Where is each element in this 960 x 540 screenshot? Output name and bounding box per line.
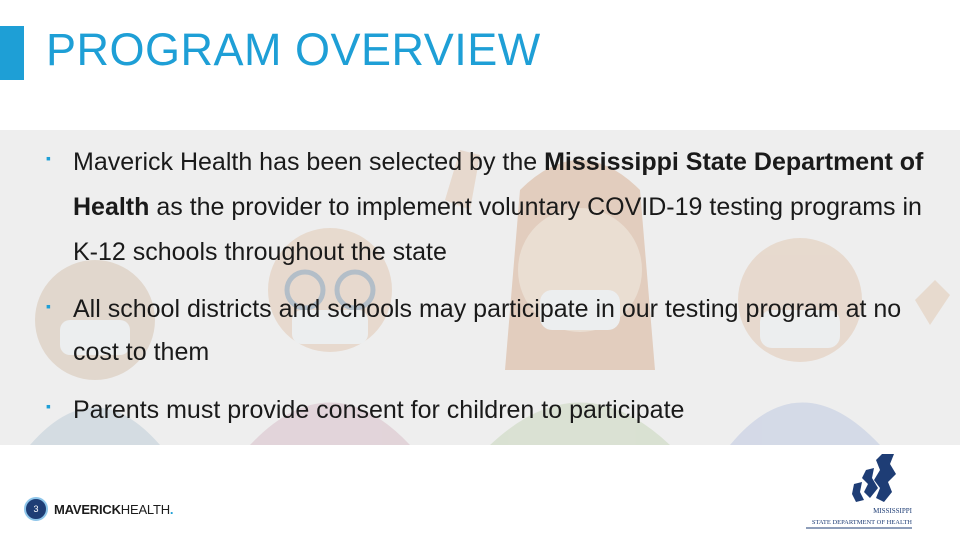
bullet-item xyxy=(46,288,936,374)
slide-title: PROGRAM OVERVIEW xyxy=(46,24,541,75)
bullet-item xyxy=(46,388,936,433)
title-accent-bar xyxy=(0,26,24,80)
bullet-marker-icon: ▪ xyxy=(46,298,51,314)
bullet-marker-icon: ▪ xyxy=(46,150,51,166)
bullet-text: All school districts and schools may participate in our testing program at no cost to them xyxy=(73,295,902,366)
brand-wordmark: MAVERICKHEALTH. xyxy=(54,501,174,517)
msdh-logo xyxy=(804,452,914,532)
bullet-text: Maverick Health has been selected by the Mississippi State Department of Health as the provider to implement voluntary COVID-19 testing programs in K-12 schools throughout the state xyxy=(73,148,924,266)
bullet-item xyxy=(46,140,936,275)
page-number: 3 xyxy=(24,497,48,521)
maverick-health-logo xyxy=(24,497,173,521)
bullet-text: Parents must provide consent for children to participate xyxy=(73,396,685,424)
bullet-list xyxy=(46,140,936,433)
bullet-marker-icon: ▪ xyxy=(46,398,51,414)
msdh-logo-line1: MISSISSIPPI xyxy=(873,507,912,515)
msdh-logo-line2: STATE DEPARTMENT OF HEALTH xyxy=(811,519,912,526)
